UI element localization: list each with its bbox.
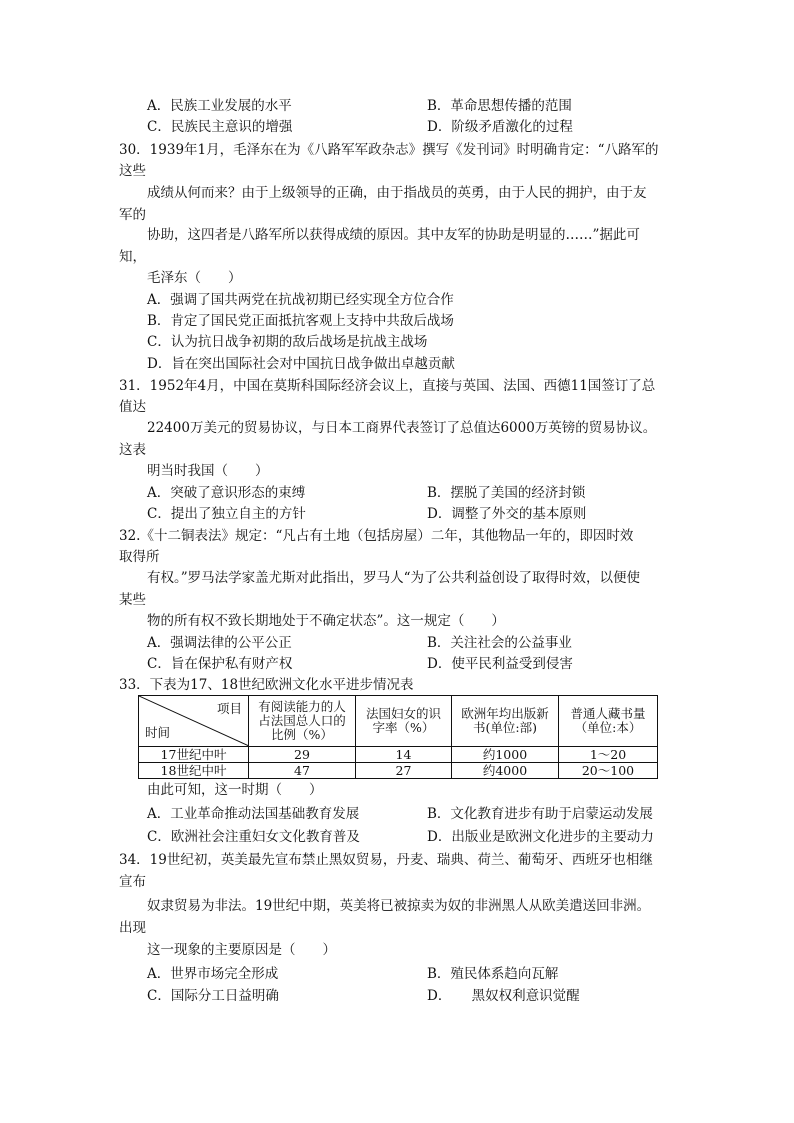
table-cell: 27	[356, 763, 452, 779]
table-header-row	[139, 696, 658, 747]
q34-option-c: C．国际分工日益明确	[147, 988, 279, 1004]
q34-option-b: B．殖民体系趋向瓦解	[427, 966, 559, 982]
q32-option-c: C．旨在保护私有财产权	[147, 656, 293, 672]
q32-stem-line2: 有权。”罗马法学家盖尤斯对此指出，罗马人“为了公共利益创设了取得时效，以便使	[147, 570, 641, 586]
table-row	[139, 747, 658, 763]
q34-stem-line2: 奴隶贸易为非法。19世纪中期，英美将已被掠卖为奴的非洲黑人从欧美遣送回非洲。	[147, 898, 651, 914]
q30-stem-line3-wrap: 知，	[119, 249, 146, 265]
table-cell: 29	[249, 747, 356, 763]
q30-stem-line4: 毛泽东（ ）	[147, 270, 242, 286]
q34-stem-line2-wrap: 出现	[119, 920, 146, 936]
table-row-label: 17世纪中叶	[139, 747, 249, 763]
q30-option-b: B．肯定了国民党正面抵抗客观上支持中共敌后战场	[147, 313, 454, 329]
q30-stem-line2: 成绩从何而来？由于上级领导的正确，由于指战员的英勇，由于人民的拥护，由于友	[147, 185, 647, 201]
q32-option-b: B．关注社会的公益事业	[427, 635, 572, 651]
q33-after-table: 由此可知，这一时期（ ）	[147, 782, 323, 798]
q30-stem-line1: 30．1939年1月，毛泽东在为《八路军军政杂志》撰写《发刊词》时明确肯定：“八路军的	[119, 142, 659, 158]
q32-option-d: D．使平民利益受到侵害	[427, 656, 573, 672]
q30-option-d: D．旨在突出国际社会对中国抗日战争做出卓越贡献	[147, 356, 455, 372]
q31-option-c: C．提出了独立自主的方针	[147, 506, 306, 522]
q29-option-d: D．阶级矛盾激化的过程	[427, 119, 573, 135]
q31-option-a: A．突破了意识形态的束缚	[147, 485, 306, 501]
q31-stem-line1: 31．1952年4月，中国在莫斯科国际经济会议上，直接与英国、法国、西德11国签订了总	[119, 378, 656, 394]
q34-stem-line3: 这一现象的主要原因是（ ）	[147, 942, 336, 958]
table-cell: 14	[356, 747, 452, 763]
q33-option-d: D．出版业是欧洲文化进步的主要动力	[427, 829, 654, 845]
q32-stem-line1: 32.《十二铜表法》规定：“凡占有土地（包括房屋）二年，其他物品一年的，即因时效	[119, 528, 634, 544]
corner-label-time: 时间	[145, 725, 171, 740]
q31-stem-line2: 22400万美元的贸易协议，与日本工商界代表签订了总值达6000万英镑的贸易协议。	[147, 420, 657, 436]
culture-progress-table	[138, 695, 658, 779]
q31-stem-line1-wrap: 值达	[119, 399, 146, 415]
table-cell: 20～100	[559, 763, 658, 779]
table-row	[139, 763, 658, 779]
table-cell: 约1000	[452, 747, 559, 763]
q30-option-a: A．强调了国共两党在抗战初期已经实现全方位合作	[147, 292, 454, 308]
corner-label-item: 项目	[216, 701, 242, 716]
q30-stem-line2-wrap: 军的	[119, 207, 146, 223]
table-header-cell: 欧洲年均出版新书(单位:部)	[452, 696, 559, 747]
q34-option-d: D． 黑奴权利意识觉醒	[427, 988, 580, 1004]
table-cell: 约4000	[452, 763, 559, 779]
q34-stem-line1: 34．19世纪初，英美最先宣布禁止黑奴贸易，丹麦、瑞典、荷兰、葡萄牙、西班牙也相继	[119, 852, 653, 868]
table-corner-cell	[139, 696, 249, 747]
q32-stem-line1-wrap: 取得所	[119, 549, 160, 565]
q33-option-c: C．欧洲社会注重妇女文化教育普及	[147, 829, 360, 845]
q30-option-c: C．认为抗日战争初期的敌后战场是抗战主战场	[147, 334, 428, 350]
q31-option-b: B．摆脱了美国的经济封锁	[427, 485, 586, 501]
table-header-cell: 普通人藏书量（单位:本）	[559, 696, 658, 747]
table-header-cell: 有阅读能力的人占法国总人口的比例（%）	[249, 696, 356, 747]
table-cell: 1～20	[559, 747, 658, 763]
q32-stem-line3: 物的所有权不致长期地处于不确定状态”。这一规定（ ）	[147, 613, 505, 629]
q34-option-a: A．世界市场完全形成	[147, 966, 279, 982]
q33-option-a: A．工业革命推动法国基础教育发展	[147, 806, 360, 822]
q30-stem-line1-wrap: 这些	[119, 163, 146, 179]
q31-stem-line2-wrap: 这表	[119, 442, 146, 458]
q29-option-a: A．民族工业发展的水平	[147, 98, 292, 114]
table-header-cell: 法国妇女的识字率（%）	[356, 696, 452, 747]
q33-stem-line1: 33．下表为17、18世纪欧洲文化水平进步情况表	[119, 677, 414, 693]
q31-option-d: D．调整了外交的基本原则	[427, 506, 587, 522]
q34-stem-line1-wrap: 宣布	[119, 874, 146, 890]
q29-option-b: B．革命思想传播的范围	[427, 98, 572, 114]
q30-stem-line3: 协助，这四者是八路军所以获得成绩的原因。其中友军的协助是明显的……”据此可	[147, 227, 640, 243]
q32-stem-line2-wrap: 某些	[119, 592, 146, 608]
q33-option-b: B．文化教育进步有助于启蒙运动发展	[427, 806, 653, 822]
table-row-label: 18世纪中叶	[139, 763, 249, 779]
q29-option-c: C．民族民主意识的增强	[147, 119, 293, 135]
q32-option-a: A．强调法律的公平公正	[147, 635, 292, 651]
q31-stem-line3: 明当时我国（ ）	[147, 463, 269, 479]
table-cell: 47	[249, 763, 356, 779]
